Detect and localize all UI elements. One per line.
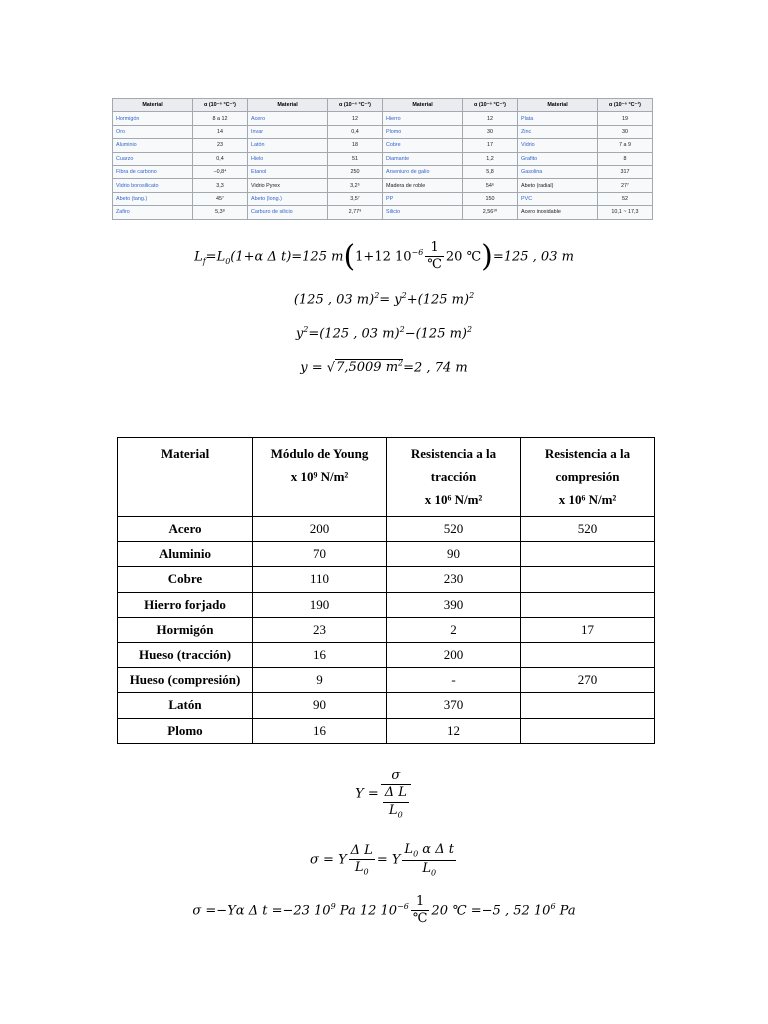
formula-superscript: 2 (303, 325, 309, 334)
formula-superscript: 6 (550, 901, 556, 911)
expansion-table (112, 98, 653, 220)
fraction-denominator (383, 803, 409, 821)
formula-text: Pa (555, 903, 576, 919)
material-link[interactable]: Silicio (383, 206, 463, 219)
material-link[interactable]: Etanol (248, 165, 328, 178)
formula-text: 7,5009 m (336, 360, 399, 376)
expansion-row (113, 192, 653, 205)
fraction-denominator (402, 861, 456, 879)
expansion-coefficient: 3,5⁷ (328, 192, 383, 205)
header-text: tracción (430, 469, 477, 484)
formula-text: Pa 12 10 (335, 903, 398, 919)
formula-text: Y = (355, 786, 379, 802)
material-name: Hueso (tracción) (118, 642, 253, 667)
fraction-denominator (349, 860, 375, 878)
compressive-strength-value (521, 567, 655, 592)
header-cell: α (10⁻⁶ °C⁻¹) (193, 99, 248, 112)
table-row (118, 718, 655, 743)
material-name: Hierro forjado (118, 592, 253, 617)
formula-superscript: 2 (469, 291, 475, 300)
fraction-numerator (402, 842, 456, 861)
header-cell: Material (383, 99, 463, 112)
formula-superscript: 2 (399, 325, 405, 334)
formula-text: L (422, 860, 431, 876)
formula-subscript: 0 (363, 867, 369, 877)
header-text: Material (160, 446, 210, 461)
formula-pythagoras (0, 291, 768, 307)
fraction-denominator (381, 785, 411, 820)
expansion-coefficient: 150 (463, 192, 518, 205)
material-link[interactable]: Abeto (tang.) (113, 192, 193, 205)
expansion-coefficient: 10,1 ~ 17,3 (598, 206, 653, 219)
formula-text: +(125 m) (406, 292, 470, 308)
expansion-coefficient: 0,4 (193, 152, 248, 165)
expansion-coefficient: 30 (598, 125, 653, 138)
radicand (335, 359, 403, 375)
fraction-numerator: σ (381, 768, 411, 785)
expansion-coefficient: 317 (598, 165, 653, 178)
header-cell: Material (248, 99, 328, 112)
header-unit: x 10⁹ N/m² (290, 469, 349, 484)
table-row (118, 642, 655, 667)
table-row (118, 693, 655, 718)
fraction (349, 843, 375, 878)
header-tensile-strength (387, 438, 521, 517)
tensile-strength-value: 2 (387, 617, 521, 642)
material-link[interactable]: Invar (248, 125, 328, 138)
material-link: Vidrio Pyrex (248, 179, 328, 192)
expansion-coefficient: 5,8 (463, 165, 518, 178)
expansion-coefficient: 8 (598, 152, 653, 165)
expansion-coefficient: 12 (328, 112, 383, 125)
formula-text: 20 ℃ (445, 249, 482, 265)
compressive-strength-value (521, 642, 655, 667)
young-modulus-table (117, 437, 655, 744)
formula-subscript: 0 (225, 256, 231, 266)
material-link[interactable]: Plata (518, 112, 598, 125)
formula-text: L (354, 859, 364, 875)
expansion-coefficient: 5,3⁸ (193, 206, 248, 219)
header-cell: α (10⁻⁶ °C⁻¹) (463, 99, 518, 112)
young-modulus-value: 200 (253, 517, 387, 542)
material-link[interactable]: PVC (518, 192, 598, 205)
formula-text: α Δ t (418, 842, 454, 857)
young-modulus-value: 16 (253, 642, 387, 667)
header-compressive-strength (521, 438, 655, 517)
formula-text: = Y (376, 852, 401, 868)
fraction (381, 768, 411, 820)
table-row (118, 617, 655, 642)
header-cell: Material (113, 99, 193, 112)
formula-subscript: f (202, 256, 206, 266)
table-row (118, 542, 655, 567)
expansion-coefficient: 8 a 12 (193, 112, 248, 125)
young-modulus-value: 23 (253, 617, 387, 642)
compressive-strength-value (521, 542, 655, 567)
expansion-coefficient: 3,2⁵ (328, 179, 383, 192)
material-link[interactable]: Gasolina (518, 165, 598, 178)
tensile-strength-value: 200 (387, 642, 521, 667)
young-modulus-value: 110 (253, 567, 387, 592)
formula-superscript: 2 (398, 359, 404, 368)
formula-text: =125 , 03 m (492, 249, 574, 265)
formula-superscript: 2 (374, 291, 380, 300)
header-text: Módulo de Young (270, 446, 369, 461)
fraction (411, 894, 430, 928)
expansion-coefficient: 18 (328, 139, 383, 152)
young-table-body (118, 517, 655, 744)
header-unit: x 10⁶ N/m² (558, 492, 617, 507)
expansion-coefficient: 14 (193, 125, 248, 138)
tensile-strength-value: 90 (387, 542, 521, 567)
material-link[interactable]: Vidrio borosilicato (113, 179, 193, 192)
material-link: Abeto (radial) (518, 179, 598, 192)
header-text: compresión (555, 469, 620, 484)
material-link: Acero inoxidable (518, 206, 598, 219)
expansion-coefficient: 51 (328, 152, 383, 165)
material-name: Aluminio (118, 542, 253, 567)
formula-text: L (194, 249, 203, 265)
header-text: Resistencia a la (544, 446, 631, 461)
expansion-table-body (113, 112, 653, 219)
expansion-coefficient: 250 (328, 165, 383, 178)
expansion-coefficient: 7 a 9 (598, 139, 653, 152)
table-row (118, 517, 655, 542)
tensile-strength-value: 370 (387, 693, 521, 718)
fraction-numerator: Δ L (383, 785, 409, 802)
expansion-coefficient: 17 (463, 139, 518, 152)
material-name: Acero (118, 517, 253, 542)
header-unit: x 10⁶ N/m² (424, 492, 483, 507)
header-young-modulus (253, 438, 387, 517)
expansion-coefficient: 54⁶ (463, 179, 518, 192)
fraction (425, 240, 444, 274)
fraction-numerator: Δ L (349, 843, 375, 860)
tensile-strength-value: - (387, 668, 521, 693)
expansion-row (113, 139, 653, 152)
expansion-coefficient: 52 (598, 192, 653, 205)
material-link[interactable]: Zafiro (113, 206, 193, 219)
young-modulus-value: 9 (253, 668, 387, 693)
formula-text: =(125 , 03 m) (308, 326, 400, 342)
formula-y-value (0, 359, 768, 375)
compressive-strength-value: 17 (521, 617, 655, 642)
formula-subscript: 0 (430, 868, 437, 878)
formula-y-squared (0, 325, 768, 341)
formula-superscript: −6 (397, 901, 409, 911)
expansion-row (113, 206, 653, 219)
formula-text: 20 ℃ =−5 , 52 10 (431, 903, 551, 919)
header-cell: α (10⁻⁶ °C⁻¹) (598, 99, 653, 112)
sqrt-sign: √ (326, 360, 336, 376)
expansion-coefficient: 2,77⁹ (328, 206, 383, 219)
expansion-row (113, 179, 653, 192)
compressive-strength-value: 520 (521, 517, 655, 542)
formula-text: = y (379, 292, 402, 308)
formula-text: σ =−Yα Δ t =−23 10 (192, 903, 331, 919)
compressive-strength-value (521, 718, 655, 743)
young-header-row (118, 438, 655, 517)
expansion-row (113, 112, 653, 125)
expansion-coefficient: 27⁷ (598, 179, 653, 192)
expansion-coefficient: 0,4 (328, 125, 383, 138)
material-name: Hormigón (118, 617, 253, 642)
expansion-row (113, 152, 653, 165)
formula-subscript: 0 (397, 810, 403, 820)
fraction-numerator: 1 (411, 894, 430, 911)
formula-stress (0, 842, 768, 878)
fraction-numerator: 1 (425, 240, 444, 257)
expansion-row (113, 125, 653, 138)
material-name: Plomo (118, 718, 253, 743)
formula-superscript: −6 (411, 247, 424, 257)
material-link[interactable]: Cobre (383, 139, 463, 152)
material-link[interactable]: Abeto (long.) (248, 192, 328, 205)
expansion-coefficient: 19 (598, 112, 653, 125)
material-link[interactable]: Fibra de carbono (113, 165, 193, 178)
table-row (118, 567, 655, 592)
expansion-coefficient: 23 (193, 139, 248, 152)
compressive-strength-value (521, 693, 655, 718)
formula-text: 1+12 10 (355, 249, 412, 265)
material-link: Madera de roble (383, 179, 463, 192)
expansion-coefficient: 3,3 (193, 179, 248, 192)
expansion-coefficient: 1,2 (463, 152, 518, 165)
header-material (118, 438, 253, 517)
young-modulus-value: 16 (253, 718, 387, 743)
material-link[interactable]: Oro (113, 125, 193, 138)
fraction (402, 842, 456, 878)
tensile-strength-value: 230 (387, 567, 521, 592)
fraction-denominator: ℃ (427, 257, 442, 273)
material-link[interactable]: Zinc (518, 125, 598, 138)
header-cell: α (10⁻⁶ °C⁻¹) (328, 99, 383, 112)
young-modulus-value: 190 (253, 592, 387, 617)
expansion-coefficient: 12 (463, 112, 518, 125)
young-modulus-value: 70 (253, 542, 387, 567)
expansion-coefficient: −0,8⁴ (193, 165, 248, 178)
material-link[interactable]: Hielo (248, 152, 328, 165)
open-paren: ( (343, 238, 356, 274)
formula-superscript: 2 (401, 291, 407, 300)
material-name: Cobre (118, 567, 253, 592)
fraction (383, 785, 409, 820)
compressive-strength-value (521, 592, 655, 617)
material-name: Latón (118, 693, 253, 718)
expansion-row (113, 165, 653, 178)
header-text: Resistencia a la (410, 446, 497, 461)
formula-text: (125 , 03 m) (293, 292, 375, 308)
table-row (118, 592, 655, 617)
formula-text: L (404, 842, 414, 857)
material-link[interactable]: Hormigón (113, 112, 193, 125)
formula-text: y (295, 326, 304, 342)
material-link[interactable]: Grafito (518, 152, 598, 165)
formula-superscript: 9 (330, 901, 336, 911)
expansion-header-row (113, 99, 653, 112)
formula-young-definition (0, 768, 768, 820)
header-cell: Material (518, 99, 598, 112)
tensile-strength-value: 520 (387, 517, 521, 542)
material-link[interactable]: Vidrio (518, 139, 598, 152)
material-link[interactable]: Acero (248, 112, 328, 125)
formula-text: =2 , 74 m (403, 360, 468, 376)
material-link[interactable]: Diamante (383, 152, 463, 165)
formula-text: =L (205, 249, 226, 265)
formula-stress-result (0, 894, 768, 928)
fraction-denominator: ℃ (412, 911, 428, 927)
formula-text: σ = Y (310, 852, 347, 868)
material-link[interactable]: Cuarzo (113, 152, 193, 165)
material-link[interactable]: Aluminio (113, 139, 193, 152)
formula-superscript: 2 (467, 325, 473, 334)
material-link[interactable]: Plomo (383, 125, 463, 138)
expansion-coefficient: 2,56¹⁰ (463, 206, 518, 219)
formula-text: −(125 m) (404, 326, 467, 342)
expansion-coefficient: 45⁷ (193, 192, 248, 205)
material-link[interactable]: Carburo de silicio (248, 206, 328, 219)
young-modulus-value: 90 (253, 693, 387, 718)
compressive-strength-value: 270 (521, 668, 655, 693)
tensile-strength-value: 12 (387, 718, 521, 743)
expansion-coefficient: 30 (463, 125, 518, 138)
formula-subscript: 0 (413, 849, 419, 859)
material-link[interactable]: PP (383, 192, 463, 205)
material-link[interactable]: Latón (248, 139, 328, 152)
formula-text: (1+α Δ t)=125 m (230, 249, 344, 265)
material-name: Hueso (compresión) (118, 668, 253, 693)
formula-text: y = (300, 360, 327, 376)
formula-text: L (388, 802, 398, 818)
close-paren: ) (481, 238, 493, 274)
tensile-strength-value: 390 (387, 592, 521, 617)
table-row (118, 668, 655, 693)
formula-final-length (0, 240, 768, 274)
material-link[interactable]: Arseniuro de galio (383, 165, 463, 178)
material-link[interactable]: Hierro (383, 112, 463, 125)
